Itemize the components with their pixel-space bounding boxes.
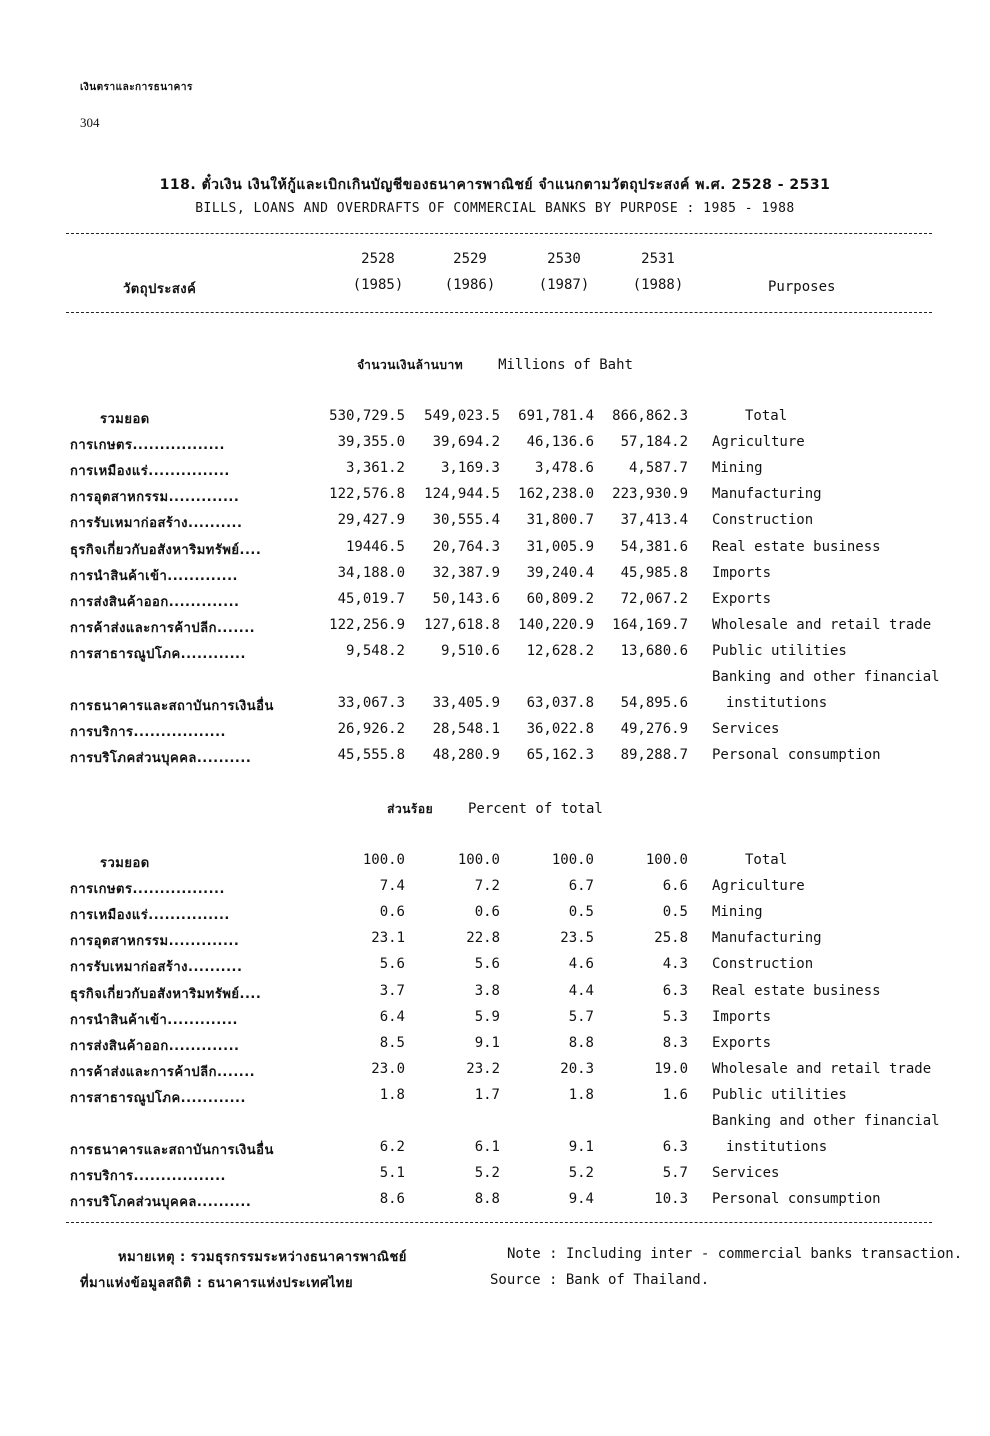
value-cell: 23.5 — [560, 930, 594, 947]
value-cell: 866,862.3 — [612, 408, 688, 424]
year-header-th: 2530 — [547, 251, 581, 267]
purpose-thai-cell: การเหมืองแร่............... — [70, 908, 230, 924]
purpose-english-cell: Services — [712, 721, 780, 738]
value-cell: 19446.5 — [345, 538, 405, 555]
value-cell: 45,985.8 — [620, 564, 688, 581]
value-cell: 5.6 — [379, 956, 405, 973]
value-cell: 0.5 — [662, 904, 688, 921]
purpose-thai-cell: การธนาคารและสถาบันการเงินอื่น — [70, 1143, 274, 1159]
value-cell: 691,781.4 — [518, 408, 594, 424]
value-cell: 1.8 — [379, 1086, 405, 1103]
table-row — [0, 539, 990, 565]
table-row — [0, 904, 990, 930]
purpose-english-cell: Total — [745, 408, 788, 424]
value-cell: 46,136.6 — [526, 434, 594, 451]
table-row — [0, 591, 990, 617]
value-cell: 100.0 — [551, 852, 594, 868]
purpose-english-cell: Services — [712, 1165, 780, 1182]
purpose-thai-cell: การธนาคารและสถาบันการเงินอื่น — [70, 699, 274, 715]
book-title: เงินตราและการธนาคาร — [80, 82, 193, 93]
value-cell: 54,895.6 — [620, 695, 688, 712]
purpose-thai-cell: การนำสินค้าเข้า............. — [70, 568, 238, 584]
value-cell: 32,387.9 — [432, 564, 500, 581]
value-cell: 8.5 — [379, 1034, 405, 1051]
purpose-thai-cell: การบริการ................. — [70, 1169, 226, 1185]
value-cell: 6.3 — [662, 982, 688, 999]
value-cell: 57,184.2 — [620, 434, 688, 451]
value-cell: 8.8 — [474, 1191, 500, 1208]
purpose-thai-cell: รวมยอด — [100, 856, 150, 871]
purpose-english-cell: institutions — [726, 1139, 828, 1156]
purpose-english-cell: Construction — [712, 956, 814, 973]
value-cell: 549,023.5 — [424, 408, 500, 424]
table-row — [0, 1165, 990, 1191]
value-cell: 164,169.7 — [612, 616, 688, 633]
value-cell: 4.4 — [568, 982, 594, 999]
value-cell: 5.7 — [568, 1008, 594, 1025]
value-cell: 100.0 — [457, 852, 500, 868]
value-cell: 3,169.3 — [440, 460, 500, 477]
value-cell: 39,694.2 — [432, 434, 500, 451]
purpose-english-cell: Manufacturing — [712, 486, 822, 503]
purpose-english-cell: Real estate business — [712, 538, 881, 555]
table-row — [0, 643, 990, 669]
value-cell: 530,729.5 — [329, 408, 405, 424]
purpose-english-cell: Agriculture — [712, 878, 805, 895]
value-cell: 20,764.3 — [432, 538, 500, 555]
value-cell: 100.0 — [362, 852, 405, 868]
purpose-thai-cell: การเหมืองแร่............... — [70, 464, 230, 480]
value-cell: 5.3 — [662, 1008, 688, 1025]
unit-label-english: Percent of total — [467, 801, 603, 817]
purpose-thai-cell: การรับเหมาก่อสร้าง.......... — [70, 960, 243, 976]
value-cell: 5.2 — [474, 1165, 500, 1182]
purpose-thai-cell: การสาธารณูปโภค............ — [70, 646, 246, 662]
value-cell: 122,576.8 — [329, 486, 405, 503]
purpose-english-cell: Public utilities — [712, 1086, 847, 1103]
value-cell: 23.2 — [466, 1060, 500, 1077]
value-cell: 45,019.7 — [337, 590, 405, 607]
value-cell: 124,944.5 — [424, 486, 500, 503]
purpose-english-cell: Exports — [712, 590, 772, 607]
purpose-english-cell: Manufacturing — [712, 930, 822, 947]
source-thai: ที่มาแห่งข้อมูลสถิติ : ธนาคารแห่งประเทศไทย — [80, 1276, 354, 1291]
value-cell: 0.6 — [474, 904, 500, 921]
value-cell: 48,280.9 — [432, 747, 500, 764]
value-cell: 9.1 — [568, 1139, 594, 1156]
table-row — [0, 878, 990, 904]
unit-label-thai: จำนวนเงินล้านบาท — [357, 358, 464, 372]
value-cell: 9,510.6 — [440, 642, 500, 659]
value-cell: 140,220.9 — [518, 616, 594, 633]
value-cell: 23.0 — [371, 1060, 405, 1077]
table-row — [0, 460, 990, 486]
value-cell: 39,240.4 — [526, 564, 594, 581]
value-cell: 4,587.7 — [628, 460, 688, 477]
bottom-rule — [66, 1222, 932, 1223]
purpose-thai-cell: รวมยอด — [100, 412, 150, 427]
purpose-english-cell: Public utilities — [712, 642, 847, 659]
purpose-thai-cell: การนำสินค้าเข้า............. — [70, 1012, 238, 1028]
value-cell: 5.7 — [662, 1165, 688, 1182]
purpose-english-cell: Imports — [712, 1008, 772, 1025]
purpose-thai-cell: การสาธารณูปโภค............ — [70, 1090, 246, 1106]
value-cell: 5.2 — [568, 1165, 594, 1182]
purpose-english-cell: Banking and other financial — [712, 1113, 940, 1129]
purpose-thai-cell: การอุตสาหกรรม............. — [70, 934, 240, 950]
value-cell: 25.8 — [654, 930, 688, 947]
value-cell: 223,930.9 — [612, 486, 688, 503]
value-cell: 8.6 — [379, 1191, 405, 1208]
purpose-thai-cell: ธุรกิจเกี่ยวกับอสังหาริมทรัพย์.... — [70, 542, 262, 558]
value-cell: 8.8 — [568, 1034, 594, 1051]
value-cell: 60,809.2 — [526, 590, 594, 607]
value-cell: 5.6 — [474, 956, 500, 973]
page-number: 304 — [80, 115, 100, 130]
section-unit-label — [0, 356, 990, 375]
value-cell: 72,067.2 — [620, 590, 688, 607]
value-cell: 37,413.4 — [620, 512, 688, 529]
purpose-header-thai: วัตถุประสงค์ — [123, 282, 197, 297]
purpose-english-cell: Real estate business — [712, 982, 881, 999]
year-header-th: 2531 — [641, 251, 675, 267]
unit-label-english: Millions of Baht — [498, 357, 633, 373]
table-row — [0, 1035, 990, 1061]
unit-label-thai: ส่วนร้อย — [387, 802, 434, 816]
year-header-en: (1985) — [352, 277, 404, 293]
value-cell: 49,276.9 — [620, 721, 688, 738]
value-cell: 50,143.6 — [432, 590, 500, 607]
year-header-en: (1986) — [444, 277, 496, 293]
table-row — [0, 747, 990, 773]
purpose-english-cell: Construction — [712, 512, 814, 529]
value-cell: 7.2 — [474, 878, 500, 895]
purpose-english-cell: Agriculture — [712, 434, 805, 451]
purpose-thai-cell: การอุตสาหกรรม............. — [70, 490, 240, 506]
purpose-english-cell: Mining — [712, 460, 763, 477]
value-cell: 127,618.8 — [424, 616, 500, 633]
value-cell: 31,800.7 — [526, 512, 594, 529]
table-title-english: BILLS, LOANS AND OVERDRAFTS OF COMMERCIAL BANKS BY PURPOSE : 1985 - 1988 — [195, 201, 795, 216]
value-cell: 29,427.9 — [337, 512, 405, 529]
value-cell: 5.9 — [474, 1008, 500, 1025]
table-row — [0, 512, 990, 538]
value-cell: 3.8 — [474, 982, 500, 999]
purpose-thai-cell: การส่งสินค้าออก............. — [70, 594, 240, 610]
value-cell: 162,238.0 — [518, 486, 594, 503]
purpose-english-cell: Mining — [712, 904, 763, 921]
table-row — [0, 1139, 990, 1165]
purpose-thai-cell: การบริโภคส่วนบุคคล.......... — [70, 1195, 252, 1211]
value-cell: 13,680.6 — [620, 642, 688, 659]
value-cell: 12,628.2 — [526, 642, 594, 659]
value-cell: 1.7 — [474, 1086, 500, 1103]
year-header-th: 2529 — [453, 251, 487, 267]
value-cell: 45,555.8 — [337, 747, 405, 764]
year-header-th: 2528 — [361, 251, 395, 267]
purpose-thai-cell: การเกษตร................. — [70, 882, 225, 898]
section-unit-label — [0, 800, 990, 819]
purpose-header-english: Purposes — [768, 279, 836, 295]
table-row — [0, 617, 990, 643]
header-rule — [66, 312, 932, 313]
table-row — [0, 486, 990, 512]
value-cell: 30,555.4 — [432, 512, 500, 529]
purpose-english-cell: Wholesale and retail trade — [712, 1060, 932, 1077]
value-cell: 9,548.2 — [345, 642, 405, 659]
table-row — [0, 1113, 990, 1139]
top-rule — [66, 233, 932, 234]
purpose-thai-cell: การรับเหมาก่อสร้าง.......... — [70, 516, 243, 532]
note-english: Note : Including inter - commercial banks transaction. — [507, 1246, 963, 1262]
table-row — [0, 565, 990, 591]
value-cell: 3,361.2 — [345, 460, 405, 477]
value-cell: 89,288.7 — [620, 747, 688, 764]
value-cell: 9.4 — [568, 1191, 594, 1208]
purpose-thai-cell: การเกษตร................. — [70, 438, 225, 454]
table-title-thai: 118. ตั๋วเงิน เงินให้กู้และเบิกเกินบัญชีของธนาคารพาณิชย์ จำแนกตามวัตถุประสงค์ พ.ศ. 2528 - 2531 — [159, 177, 831, 193]
value-cell: 6.4 — [379, 1008, 405, 1025]
table-row — [0, 434, 990, 460]
purpose-english-cell: Total — [745, 852, 788, 868]
value-cell: 0.5 — [568, 904, 594, 921]
value-cell: 10.3 — [654, 1191, 688, 1208]
value-cell: 20.3 — [560, 1060, 594, 1077]
value-cell: 19.0 — [654, 1060, 688, 1077]
value-cell: 122,256.9 — [329, 616, 405, 633]
note-thai: หมายเหตุ : รวมธุรกรรมระหว่างธนาคารพาณิชย์ — [118, 1250, 407, 1265]
purpose-thai-cell: ธุรกิจเกี่ยวกับอสังหาริมทรัพย์.... — [70, 986, 262, 1002]
purpose-english-cell: Personal consumption — [712, 1191, 881, 1208]
purpose-thai-cell: การบริการ................. — [70, 725, 226, 741]
table-row — [0, 669, 990, 695]
value-cell: 22.8 — [466, 930, 500, 947]
purpose-thai-cell: การบริโภคส่วนบุคคล.......... — [70, 751, 252, 767]
value-cell: 4.6 — [568, 956, 594, 973]
value-cell: 0.6 — [379, 904, 405, 921]
value-cell: 54,381.6 — [620, 538, 688, 555]
purpose-english-cell: Banking and other financial — [712, 669, 940, 685]
value-cell: 6.7 — [568, 878, 594, 895]
value-cell: 3,478.6 — [534, 460, 594, 477]
table-row — [0, 983, 990, 1009]
table-row — [0, 852, 990, 878]
value-cell: 1.6 — [662, 1086, 688, 1103]
value-cell: 23.1 — [371, 930, 405, 947]
value-cell: 8.3 — [662, 1034, 688, 1051]
purpose-english-cell: Imports — [712, 564, 772, 581]
table-row — [0, 930, 990, 956]
value-cell: 28,548.1 — [432, 721, 500, 738]
value-cell: 1.8 — [568, 1086, 594, 1103]
table-row — [0, 1087, 990, 1113]
value-cell: 6.6 — [662, 878, 688, 895]
value-cell: 33,405.9 — [432, 695, 500, 712]
table-row — [0, 408, 990, 434]
value-cell: 100.0 — [645, 852, 688, 868]
value-cell: 63,037.8 — [526, 695, 594, 712]
purpose-english-cell: institutions — [726, 695, 828, 712]
year-header-en: (1988) — [632, 277, 684, 293]
table-row — [0, 695, 990, 721]
source-english: Source : Bank of Thailand. — [490, 1272, 710, 1288]
table-row — [0, 1061, 990, 1087]
purpose-english-cell: Exports — [712, 1034, 772, 1051]
value-cell: 4.3 — [662, 956, 688, 973]
value-cell: 3.7 — [379, 982, 405, 999]
value-cell: 7.4 — [379, 878, 405, 895]
value-cell: 39,355.0 — [337, 434, 405, 451]
year-header-en: (1987) — [538, 277, 590, 293]
purpose-thai-cell: การส่งสินค้าออก............. — [70, 1038, 240, 1054]
value-cell: 5.1 — [379, 1165, 405, 1182]
purpose-english-cell: Personal consumption — [712, 747, 881, 764]
value-cell: 6.1 — [474, 1139, 500, 1156]
purpose-english-cell: Wholesale and retail trade — [712, 616, 932, 633]
value-cell: 65,162.3 — [526, 747, 594, 764]
table-row — [0, 1191, 990, 1217]
value-cell: 31,005.9 — [526, 538, 594, 555]
value-cell: 26,926.2 — [337, 721, 405, 738]
purpose-thai-cell: การค้าส่งและการค้าปลีก....... — [70, 620, 256, 636]
value-cell: 33,067.3 — [337, 695, 405, 712]
table-row — [0, 956, 990, 982]
value-cell: 9.1 — [474, 1034, 500, 1051]
table-row — [0, 721, 990, 747]
table-row — [0, 1009, 990, 1035]
value-cell: 36,022.8 — [526, 721, 594, 738]
purpose-thai-cell: การค้าส่งและการค้าปลีก....... — [70, 1064, 256, 1080]
value-cell: 34,188.0 — [337, 564, 405, 581]
value-cell: 6.3 — [662, 1139, 688, 1156]
value-cell: 6.2 — [379, 1139, 405, 1156]
